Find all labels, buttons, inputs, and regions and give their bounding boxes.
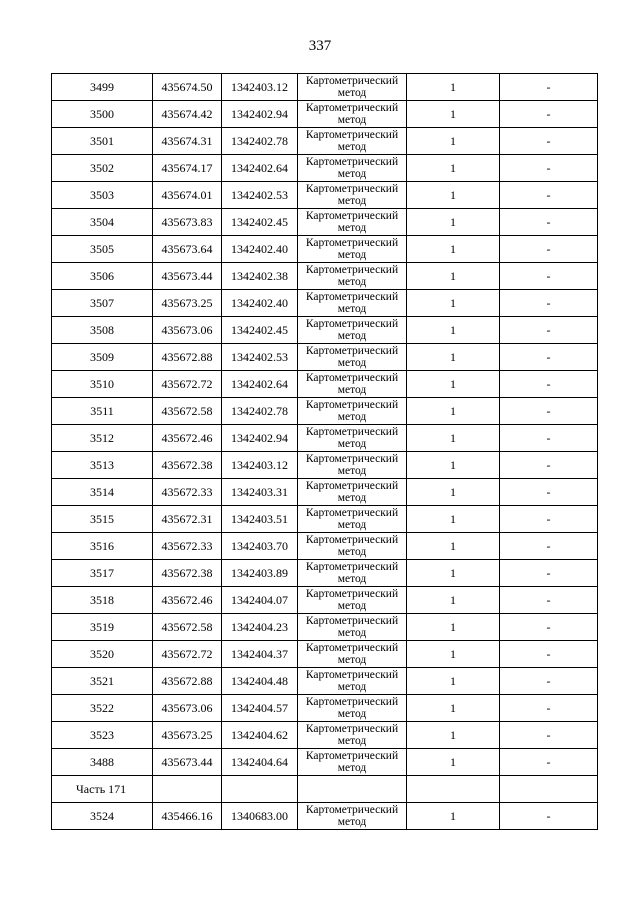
- accuracy: 1: [407, 803, 500, 830]
- accuracy: 1: [407, 452, 500, 479]
- method-line1: Картометрический: [305, 291, 399, 303]
- method-cell: [298, 398, 407, 425]
- accuracy: 1: [407, 398, 500, 425]
- note: -: [500, 803, 598, 830]
- method-line1: Картометрический: [305, 561, 399, 573]
- coord-y: 1342402.94: [222, 101, 298, 128]
- note: -: [500, 155, 598, 182]
- method-line2: метод: [337, 114, 367, 126]
- note: -: [500, 317, 598, 344]
- coord-y: 1342403.31: [222, 479, 298, 506]
- accuracy: 1: [407, 101, 500, 128]
- method-line2: метод: [337, 141, 367, 153]
- accuracy: 1: [407, 641, 500, 668]
- note: -: [500, 722, 598, 749]
- table-row: [52, 560, 598, 587]
- method-cell: [298, 290, 407, 317]
- empty-cell: [222, 776, 298, 803]
- point-id: 3488: [52, 749, 153, 776]
- method-cell: [298, 128, 407, 155]
- note: -: [500, 479, 598, 506]
- method-line2: метод: [337, 519, 367, 531]
- coord-x: 435674.01: [153, 182, 222, 209]
- method-line1: Картометрический: [305, 426, 399, 438]
- note: -: [500, 560, 598, 587]
- table-row: [52, 398, 598, 425]
- method-cell: [298, 749, 407, 776]
- method-line1: Картометрический: [305, 723, 399, 735]
- coord-y: 1342404.48: [222, 668, 298, 695]
- point-id: 3514: [52, 479, 153, 506]
- method-line2: метод: [337, 681, 367, 693]
- coord-y: 1342402.53: [222, 182, 298, 209]
- table-row: [52, 533, 598, 560]
- table-row: [52, 101, 598, 128]
- method-line2: метод: [337, 411, 367, 423]
- coord-y: 1342402.94: [222, 425, 298, 452]
- method-line2: метод: [337, 735, 367, 747]
- coord-y: 1342402.45: [222, 317, 298, 344]
- point-id: 3518: [52, 587, 153, 614]
- method-line1: Картометрический: [305, 696, 399, 708]
- method-line1: Картометрический: [305, 588, 399, 600]
- coord-y: 1342404.07: [222, 587, 298, 614]
- method-line1: Картометрический: [305, 750, 399, 762]
- method-line2: метод: [337, 222, 367, 234]
- coord-y: 1342404.64: [222, 749, 298, 776]
- empty-cell: [500, 776, 598, 803]
- point-id: 3508: [52, 317, 153, 344]
- accuracy: 1: [407, 560, 500, 587]
- table-row: [52, 317, 598, 344]
- coord-x: 435674.42: [153, 101, 222, 128]
- page-number: 337: [308, 38, 332, 54]
- point-id: 3500: [52, 101, 153, 128]
- method-line1: Картометрический: [305, 264, 399, 276]
- method-cell: [298, 344, 407, 371]
- coord-y: 1340683.00: [222, 803, 298, 830]
- accuracy: 1: [407, 479, 500, 506]
- method-line2: метод: [337, 654, 367, 666]
- accuracy: 1: [407, 236, 500, 263]
- method-cell: [298, 641, 407, 668]
- empty-cell: [298, 776, 407, 803]
- accuracy: 1: [407, 722, 500, 749]
- coord-y: 1342402.45: [222, 209, 298, 236]
- point-id: 3505: [52, 236, 153, 263]
- method-line1: Картометрический: [305, 129, 399, 141]
- coord-y: 1342402.38: [222, 263, 298, 290]
- coord-y: 1342403.89: [222, 560, 298, 587]
- accuracy: 1: [407, 74, 500, 101]
- method-line1: Картометрический: [305, 75, 399, 87]
- point-id: 3509: [52, 344, 153, 371]
- note: -: [500, 182, 598, 209]
- method-cell: [298, 182, 407, 209]
- point-id: 3519: [52, 614, 153, 641]
- point-id: 3502: [52, 155, 153, 182]
- method-line1: Картометрический: [305, 615, 399, 627]
- method-line2: метод: [337, 546, 367, 558]
- method-line1: Картометрический: [305, 183, 399, 195]
- table-row: [52, 209, 598, 236]
- method-line1: Картометрический: [305, 804, 399, 816]
- coord-x: 435673.44: [153, 749, 222, 776]
- coord-y: 1342403.12: [222, 74, 298, 101]
- coord-x: 435672.33: [153, 479, 222, 506]
- method-line2: метод: [337, 168, 367, 180]
- note: -: [500, 74, 598, 101]
- coord-x: 435466.16: [153, 803, 222, 830]
- note: -: [500, 371, 598, 398]
- table-row: [52, 290, 598, 317]
- method-line1: Картометрический: [305, 399, 399, 411]
- coord-x: 435672.72: [153, 371, 222, 398]
- method-line1: Картометрический: [305, 507, 399, 519]
- coordinates-table: [51, 73, 598, 830]
- method-cell: [298, 722, 407, 749]
- coord-x: 435672.46: [153, 587, 222, 614]
- table-row: [52, 182, 598, 209]
- note: -: [500, 614, 598, 641]
- note: -: [500, 344, 598, 371]
- method-line1: Картометрический: [305, 156, 399, 168]
- method-line1: Картометрический: [305, 237, 399, 249]
- accuracy: 1: [407, 155, 500, 182]
- method-cell: [298, 74, 407, 101]
- method-line2: метод: [337, 276, 367, 288]
- method-line1: Картометрический: [305, 480, 399, 492]
- coord-y: 1342403.12: [222, 452, 298, 479]
- point-id: 3520: [52, 641, 153, 668]
- point-id: 3524: [52, 803, 153, 830]
- method-cell: [298, 587, 407, 614]
- table-row: [52, 128, 598, 155]
- method-line1: Картометрический: [305, 345, 399, 357]
- method-line2: метод: [337, 573, 367, 585]
- method-line1: Картометрический: [305, 372, 399, 384]
- coord-x: 435672.46: [153, 425, 222, 452]
- accuracy: 1: [407, 614, 500, 641]
- note: -: [500, 101, 598, 128]
- coord-y: 1342403.70: [222, 533, 298, 560]
- accuracy: 1: [407, 182, 500, 209]
- coord-x: 435672.38: [153, 452, 222, 479]
- method-cell: [298, 560, 407, 587]
- coord-y: 1342402.78: [222, 128, 298, 155]
- note: -: [500, 290, 598, 317]
- method-line1: Картометрический: [305, 318, 399, 330]
- coord-x: 435673.83: [153, 209, 222, 236]
- table-row: [52, 74, 598, 101]
- method-line1: Картометрический: [305, 102, 399, 114]
- coord-x: 435673.25: [153, 722, 222, 749]
- accuracy: 1: [407, 290, 500, 317]
- method-line2: метод: [337, 195, 367, 207]
- coord-x: 435673.64: [153, 236, 222, 263]
- coord-y: 1342402.64: [222, 155, 298, 182]
- table-row: [52, 722, 598, 749]
- method-line1: Картометрический: [305, 534, 399, 546]
- table-row: [52, 587, 598, 614]
- point-id: 3506: [52, 263, 153, 290]
- point-id: 3511: [52, 398, 153, 425]
- method-cell: [298, 533, 407, 560]
- method-line2: метод: [337, 600, 367, 612]
- note: -: [500, 641, 598, 668]
- note: -: [500, 398, 598, 425]
- method-cell: [298, 236, 407, 263]
- method-cell: [298, 263, 407, 290]
- method-cell: [298, 155, 407, 182]
- coord-x: 435673.44: [153, 263, 222, 290]
- point-id: 3499: [52, 74, 153, 101]
- note: -: [500, 749, 598, 776]
- accuracy: 1: [407, 209, 500, 236]
- method-cell: [298, 506, 407, 533]
- part-label: Часть 171: [52, 776, 153, 803]
- method-cell: [298, 101, 407, 128]
- table-row: [52, 155, 598, 182]
- coord-x: 435673.06: [153, 317, 222, 344]
- note: -: [500, 587, 598, 614]
- accuracy: 1: [407, 344, 500, 371]
- note: -: [500, 263, 598, 290]
- coord-x: 435672.58: [153, 614, 222, 641]
- method-cell: [298, 803, 407, 830]
- part-header-row: [52, 776, 598, 803]
- method-cell: [298, 425, 407, 452]
- coord-x: 435672.88: [153, 668, 222, 695]
- point-id: 3513: [52, 452, 153, 479]
- coord-x: 435673.06: [153, 695, 222, 722]
- note: -: [500, 425, 598, 452]
- method-cell: [298, 317, 407, 344]
- point-id: 3515: [52, 506, 153, 533]
- point-id: 3516: [52, 533, 153, 560]
- method-line1: Картометрический: [305, 669, 399, 681]
- method-line2: метод: [337, 708, 367, 720]
- coord-x: 435672.31: [153, 506, 222, 533]
- table-row: [52, 236, 598, 263]
- method-line1: Картометрический: [305, 453, 399, 465]
- point-id: 3521: [52, 668, 153, 695]
- coord-y: 1342403.51: [222, 506, 298, 533]
- method-cell: [298, 452, 407, 479]
- accuracy: 1: [407, 317, 500, 344]
- note: -: [500, 128, 598, 155]
- point-id: 3504: [52, 209, 153, 236]
- note: -: [500, 533, 598, 560]
- table-row: [52, 695, 598, 722]
- method-cell: [298, 668, 407, 695]
- coord-y: 1342402.53: [222, 344, 298, 371]
- method-line1: Картометрический: [305, 210, 399, 222]
- table-row: [52, 479, 598, 506]
- method-line2: метод: [337, 492, 367, 504]
- point-id: 3510: [52, 371, 153, 398]
- accuracy: 1: [407, 749, 500, 776]
- point-id: 3507: [52, 290, 153, 317]
- accuracy: 1: [407, 533, 500, 560]
- accuracy: 1: [407, 263, 500, 290]
- method-line2: метод: [337, 384, 367, 396]
- accuracy: 1: [407, 668, 500, 695]
- coord-y: 1342404.37: [222, 641, 298, 668]
- table-row: [52, 452, 598, 479]
- note: -: [500, 236, 598, 263]
- accuracy: 1: [407, 425, 500, 452]
- table-row: [52, 506, 598, 533]
- empty-cell: [153, 776, 222, 803]
- table-row: [52, 614, 598, 641]
- coord-x: 435672.38: [153, 560, 222, 587]
- accuracy: 1: [407, 506, 500, 533]
- table-row: [52, 641, 598, 668]
- coord-x: 435673.25: [153, 290, 222, 317]
- point-id: 3523: [52, 722, 153, 749]
- coord-y: 1342402.64: [222, 371, 298, 398]
- point-id: 3522: [52, 695, 153, 722]
- method-cell: [298, 479, 407, 506]
- point-id: 3503: [52, 182, 153, 209]
- coord-y: 1342404.62: [222, 722, 298, 749]
- table-row: [52, 425, 598, 452]
- method-cell: [298, 695, 407, 722]
- method-cell: [298, 209, 407, 236]
- method-line2: метод: [337, 762, 367, 774]
- table-row: [52, 749, 598, 776]
- method-cell: [298, 371, 407, 398]
- coord-y: 1342402.40: [222, 236, 298, 263]
- table-row: [52, 371, 598, 398]
- note: -: [500, 452, 598, 479]
- accuracy: 1: [407, 128, 500, 155]
- note: -: [500, 695, 598, 722]
- point-id: 3517: [52, 560, 153, 587]
- method-line2: метод: [337, 816, 367, 828]
- note: -: [500, 668, 598, 695]
- coord-y: 1342404.23: [222, 614, 298, 641]
- method-line2: метод: [337, 330, 367, 342]
- coord-x: 435672.88: [153, 344, 222, 371]
- table-row: [52, 803, 598, 830]
- accuracy: 1: [407, 695, 500, 722]
- point-id: 3512: [52, 425, 153, 452]
- coord-y: 1342402.78: [222, 398, 298, 425]
- method-cell: [298, 614, 407, 641]
- empty-cell: [407, 776, 500, 803]
- coord-x: 435674.50: [153, 74, 222, 101]
- method-line1: Картометрический: [305, 642, 399, 654]
- coord-y: 1342402.40: [222, 290, 298, 317]
- table-row: [52, 668, 598, 695]
- method-line2: метод: [337, 627, 367, 639]
- coord-x: 435672.33: [153, 533, 222, 560]
- table-row: [52, 263, 598, 290]
- coord-x: 435672.58: [153, 398, 222, 425]
- coord-x: 435672.72: [153, 641, 222, 668]
- method-line2: метод: [337, 87, 367, 99]
- accuracy: 1: [407, 587, 500, 614]
- coord-x: 435674.17: [153, 155, 222, 182]
- note: -: [500, 209, 598, 236]
- method-line2: метод: [337, 249, 367, 261]
- method-line2: метод: [337, 303, 367, 315]
- method-line2: метод: [337, 465, 367, 477]
- table-row: [52, 344, 598, 371]
- accuracy: 1: [407, 371, 500, 398]
- note: -: [500, 506, 598, 533]
- point-id: 3501: [52, 128, 153, 155]
- coord-y: 1342404.57: [222, 695, 298, 722]
- method-line2: метод: [337, 357, 367, 369]
- method-line2: метод: [337, 438, 367, 450]
- coord-x: 435674.31: [153, 128, 222, 155]
